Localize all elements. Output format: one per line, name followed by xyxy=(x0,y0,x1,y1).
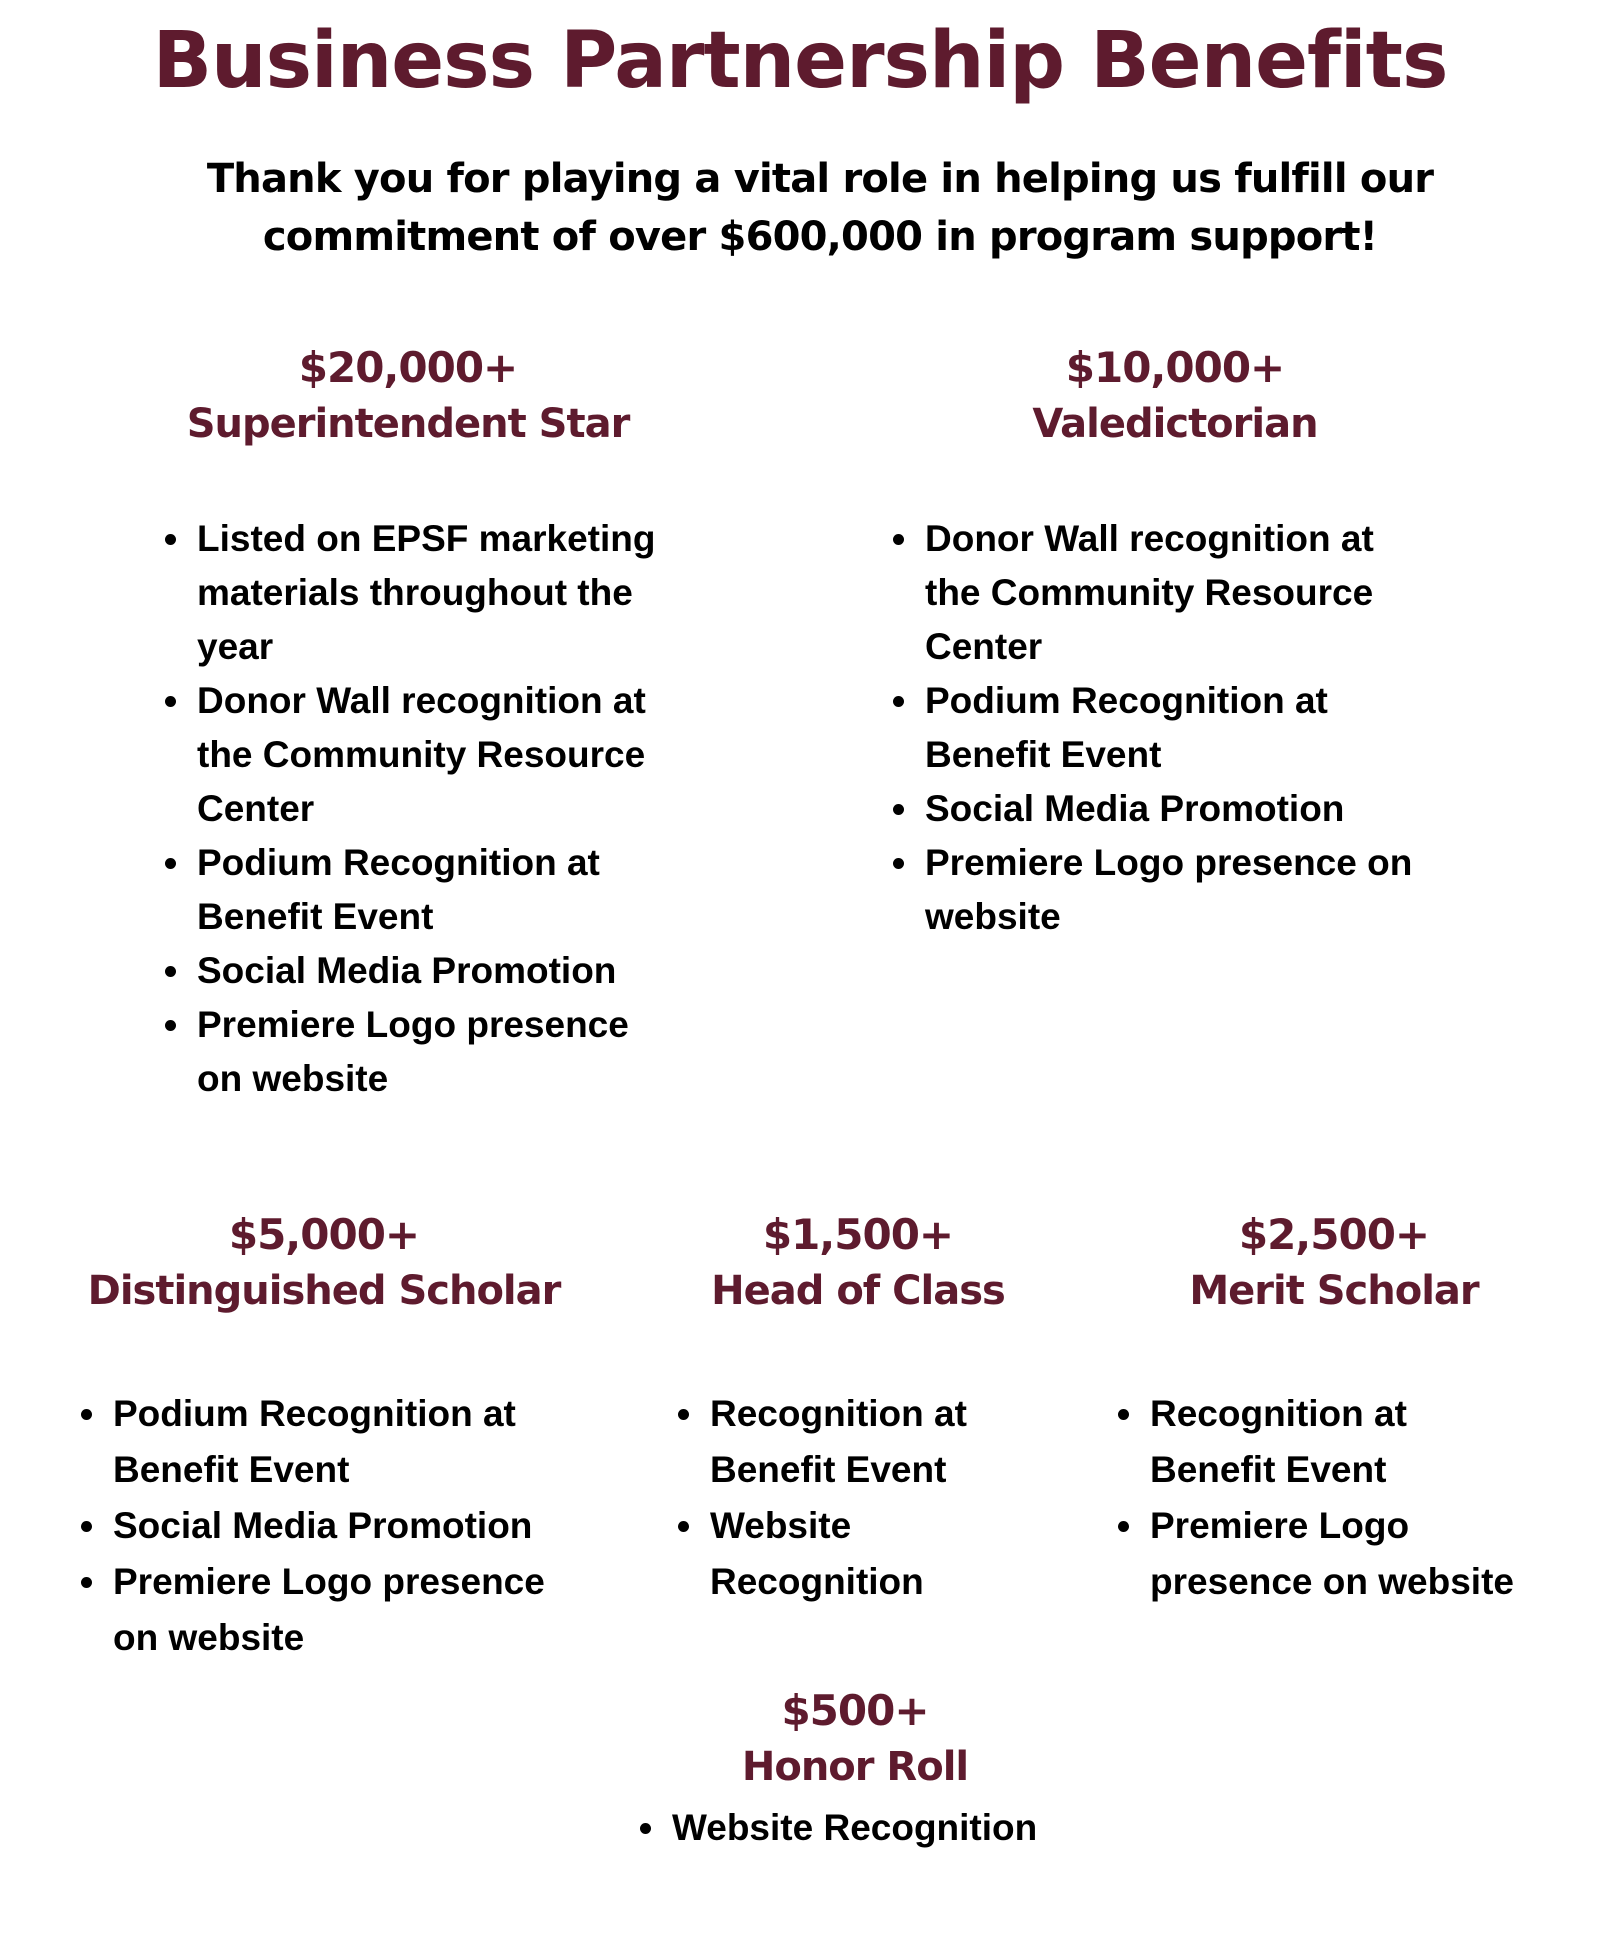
tier-name: Valedictorian xyxy=(1032,401,1318,447)
benefit-item: Donor Wall recognition at the Community Resource Center xyxy=(925,512,1485,674)
bullet-icon xyxy=(165,858,176,869)
tier-amount: $5,000+ xyxy=(228,1210,420,1259)
benefit-item: Podium Recognition at Benefit Event xyxy=(197,836,717,944)
tier-header-merit-scholar xyxy=(1134,1207,1534,1319)
tier-header-distinguished-scholar xyxy=(74,1207,574,1319)
tier-amount: $500+ xyxy=(781,1686,929,1735)
subtitle-line-2: commitment of over $600,000 in program support! xyxy=(262,214,1378,260)
subtitle xyxy=(200,150,1440,266)
tier-header-superintendent-star xyxy=(158,340,658,452)
benefit-item: Podium Recognition at Benefit Event xyxy=(113,1386,633,1498)
tier-name: Distinguished Scholar xyxy=(87,1268,561,1314)
tier-amount: $10,000+ xyxy=(1065,343,1285,392)
benefit-item: Listed on EPSF marketing materials throughout the year xyxy=(197,512,717,674)
benefit-list-head-of-class xyxy=(710,1386,1090,1610)
bullet-icon xyxy=(165,1020,176,1031)
tier-amount: $20,000+ xyxy=(298,343,518,392)
bullet-icon xyxy=(893,696,904,707)
benefit-item: Premiere Logo presence on website xyxy=(925,836,1485,944)
tier-header-honor-roll xyxy=(655,1683,1055,1795)
benefit-item: Social Media Promotion xyxy=(925,782,1485,836)
bullet-icon xyxy=(165,966,176,977)
page-title: Business Partnership Benefits xyxy=(152,16,1448,106)
benefit-list-distinguished-scholar xyxy=(113,1386,633,1666)
subtitle-line-1: Thank you for playing a vital role in helping us fulfill our xyxy=(206,156,1434,202)
benefit-item: Premiere Logo presence on website xyxy=(113,1554,633,1666)
benefit-item: Recognition at Benefit Event xyxy=(1150,1386,1590,1498)
bullet-icon xyxy=(165,696,176,707)
bullet-icon xyxy=(640,1823,651,1834)
bullet-icon xyxy=(1118,1409,1129,1420)
benefit-item: Podium Recognition at Benefit Event xyxy=(925,674,1485,782)
tier-amount: $1,500+ xyxy=(762,1210,954,1259)
benefit-item: Website Recognition xyxy=(672,1800,1132,1856)
bullet-icon xyxy=(81,1409,92,1420)
benefit-list-merit-scholar xyxy=(1150,1386,1590,1610)
bullet-icon xyxy=(893,858,904,869)
tier-amount: $2,500+ xyxy=(1238,1210,1430,1259)
benefit-item: Recognition at Benefit Event xyxy=(710,1386,1090,1498)
bullet-icon xyxy=(678,1409,689,1420)
tier-header-head-of-class xyxy=(658,1207,1058,1319)
bullet-icon xyxy=(678,1521,689,1532)
tier-header-valedictorian xyxy=(925,340,1425,452)
bullet-icon xyxy=(81,1521,92,1532)
benefit-item: Social Media Promotion xyxy=(113,1498,633,1554)
benefit-item: Social Media Promotion xyxy=(197,944,717,998)
benefit-item: Premiere Logo presence on website xyxy=(197,998,717,1106)
bullet-icon xyxy=(1118,1521,1129,1532)
bullet-icon xyxy=(893,534,904,545)
bullet-icon xyxy=(81,1577,92,1588)
benefit-item: Donor Wall recognition at the Community Resource Center xyxy=(197,674,717,836)
tier-name: Head of Class xyxy=(711,1268,1005,1314)
bullet-icon xyxy=(893,804,904,815)
tier-name: Merit Scholar xyxy=(1189,1268,1479,1314)
benefit-list-valedictorian xyxy=(925,512,1485,944)
benefit-list-superintendent-star xyxy=(197,512,717,1106)
tier-name: Superintendent Star xyxy=(186,401,630,447)
tier-name: Honor Roll xyxy=(741,1744,969,1790)
benefit-item: Website Recognition xyxy=(710,1498,1090,1610)
benefit-item: Premiere Logo presence on website xyxy=(1150,1498,1590,1610)
bullet-icon xyxy=(165,534,176,545)
benefit-list-honor-roll xyxy=(672,1800,1132,1856)
